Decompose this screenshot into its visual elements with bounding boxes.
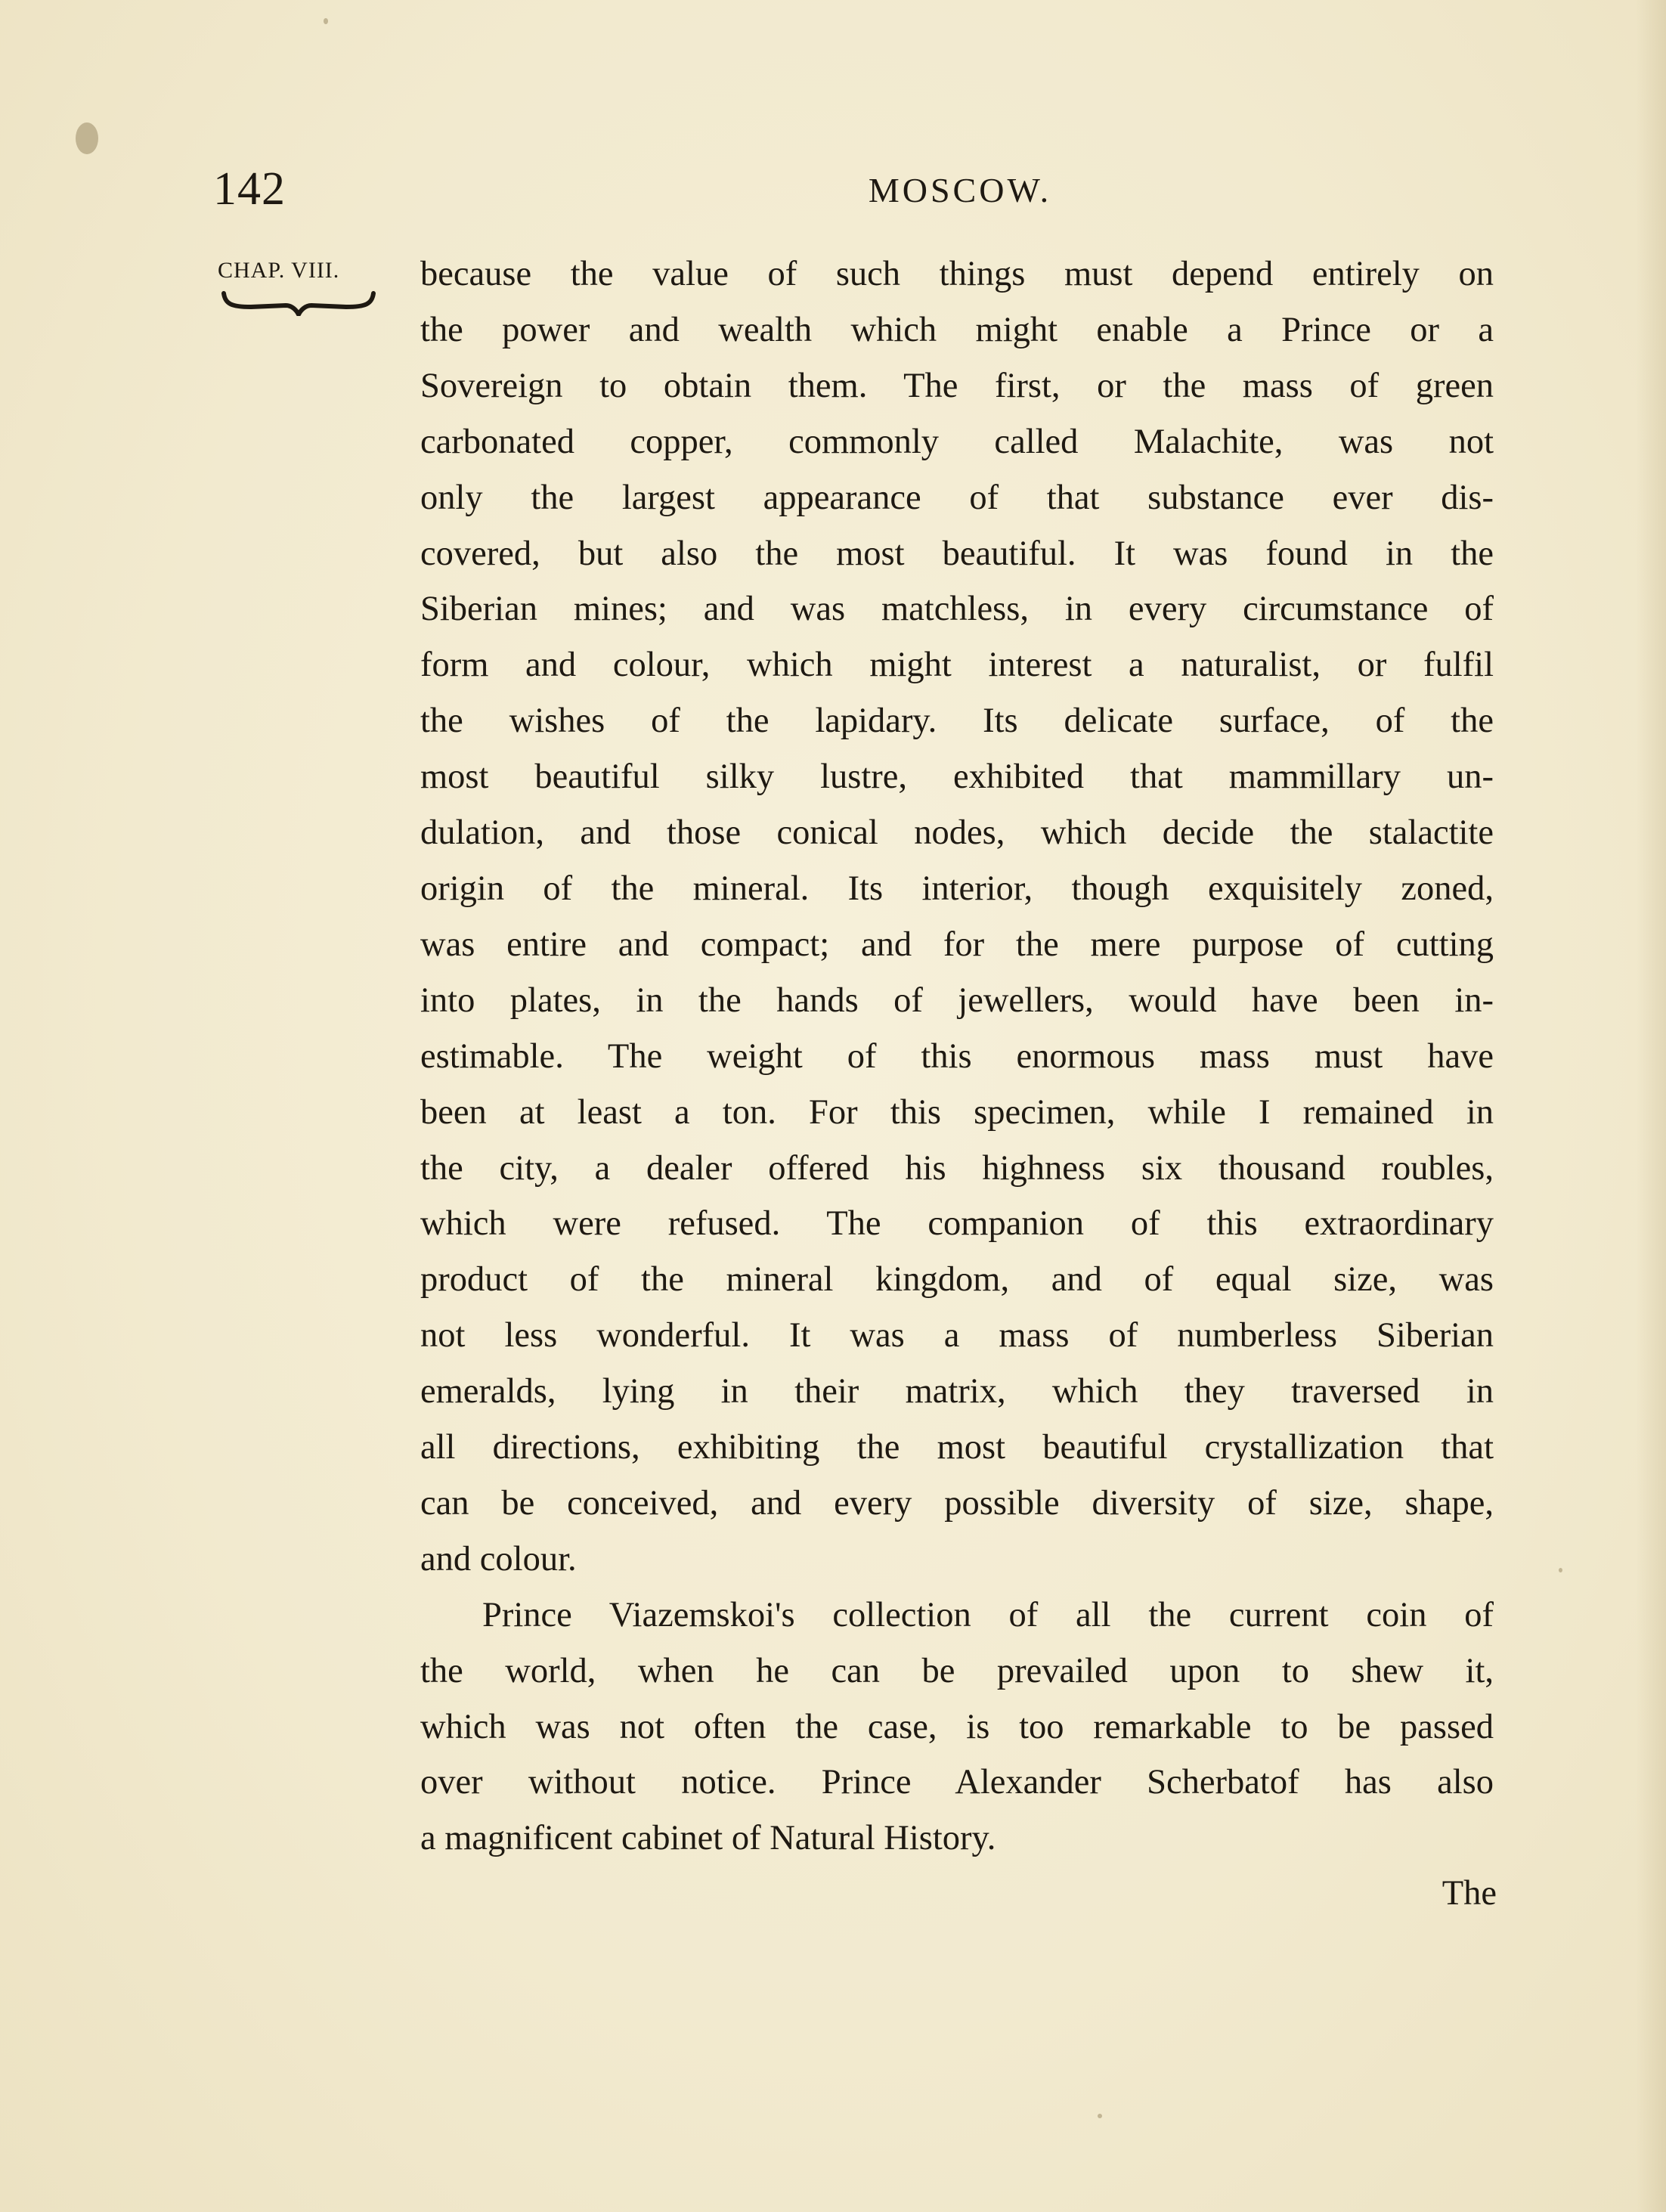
chapter-label: CHAP. VIII.	[218, 258, 340, 283]
text-line: all directions, exhibiting the most beautiful crystallization that	[420, 1428, 1494, 1467]
text-line: was entire and compact; and for the mere purpose of cutting	[420, 925, 1494, 964]
text-line: over without notice. Prince Alexander Scherbatof has also	[420, 1763, 1494, 1802]
text-line: dulation, and those conical nodes, which decide the stalactite	[420, 813, 1494, 853]
text-line: emeralds, lying in their matrix, which they traversed in	[420, 1372, 1494, 1411]
body-text	[420, 246, 1494, 1867]
text-line: been at least a ton. For this specimen, while I remained in	[420, 1092, 1494, 1132]
text-line: most beautiful silky lustre, exhibited that mammillary un-	[420, 757, 1494, 797]
text-line: not less wonderful. It was a mass of numberless Siberian	[420, 1316, 1494, 1355]
text-line: covered, but also the most beautiful. It was found in the	[420, 534, 1494, 573]
text-line: Siberian mines; and was matchless, in every circumstance of	[420, 590, 1494, 629]
ink-speck	[1098, 2114, 1102, 2118]
text-line: Prince Viazemskoi's collection of all the current coin of	[482, 1595, 1494, 1634]
text-line: into plates, in the hands of jewellers, would have been in-	[420, 981, 1494, 1020]
text-line: Sovereign to obtain them. The first, or the mass of green	[420, 366, 1494, 405]
catchword: The	[1441, 1874, 1497, 1913]
text-line: can be conceived, and every possible diversity of size, shape,	[420, 1483, 1494, 1523]
text-line: which were refused. The companion of this extraordinary	[420, 1204, 1494, 1244]
ink-blemish	[76, 122, 98, 154]
text-line: a magnificent cabinet of Natural History.	[420, 1819, 996, 1858]
text-line: and colour.	[420, 1539, 577, 1578]
text-line: product of the mineral kingdom, and of equal size, was	[420, 1260, 1494, 1300]
text-line: which was not often the case, is too remarkable to be passed	[420, 1707, 1494, 1746]
text-line: only the largest appearance of that substance ever dis-	[420, 478, 1494, 517]
text-line: estimable. The weight of this enormous mass must have	[420, 1036, 1494, 1076]
text-line: carbonated copper, commonly called Malachite, was not	[420, 422, 1494, 461]
ink-speck	[324, 18, 328, 24]
text-line: the wishes of the lapidary. Its delicate surface, of the	[420, 702, 1494, 741]
text-line: form and colour, which might interest a naturalist, or fulfil	[420, 646, 1494, 685]
text-line: the power and wealth which might enable a Prince or a	[420, 310, 1494, 349]
running-head: MOSCOW.	[868, 171, 1052, 209]
text-line: the city, a dealer offered his highness six thousand roubles,	[420, 1148, 1494, 1188]
page-edge-shadow	[1636, 0, 1666, 2212]
brace-ornament-icon	[221, 289, 376, 316]
text-line: because the value of such things must depend entirely on	[420, 255, 1494, 293]
page-number: 142	[213, 163, 286, 215]
text-line: the world, when he can be prevailed upon to shew it,	[420, 1651, 1494, 1690]
text-line: origin of the mineral. Its interior, though exquisitely zoned,	[420, 869, 1494, 908]
ink-speck	[1559, 1568, 1562, 1572]
